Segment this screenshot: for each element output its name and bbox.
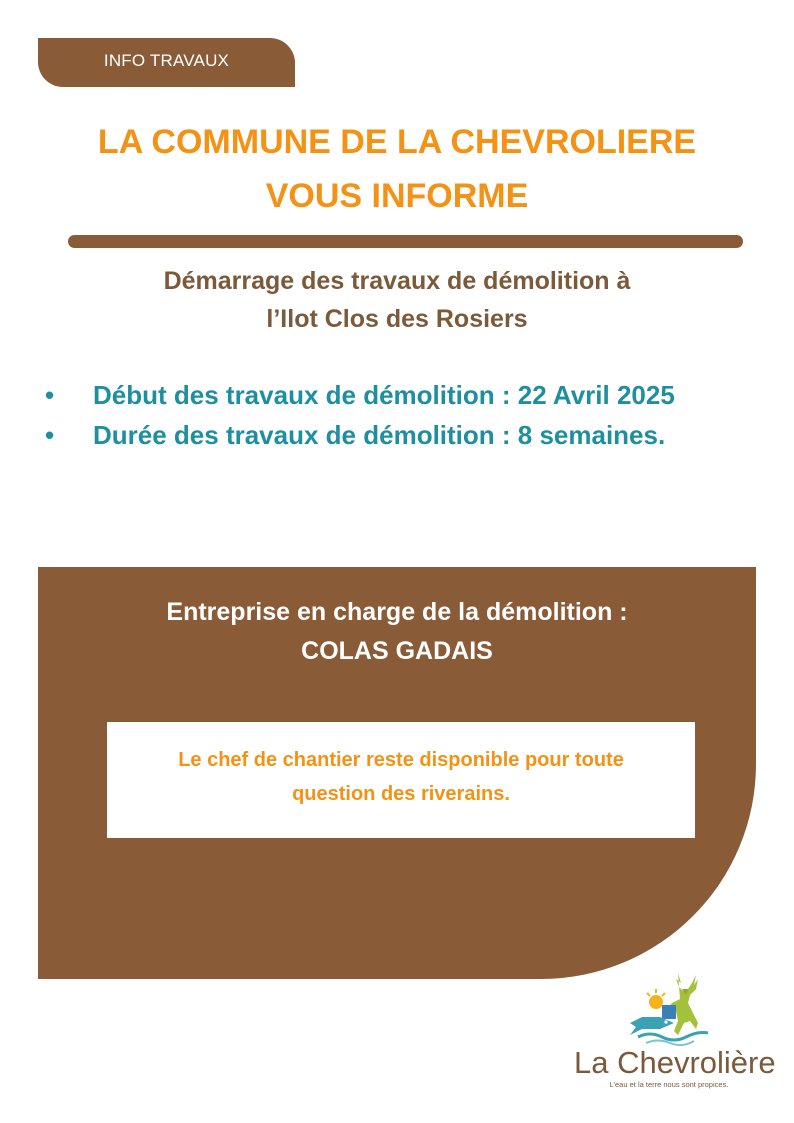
subtitle-line-2: l’Ilot Clos des Rosiers	[266, 305, 528, 333]
list-item-start-date	[45, 375, 755, 415]
logo-name: La Chevrolière	[574, 1045, 776, 1080]
info-travaux-label: INFO TRAVAUX	[103, 51, 230, 70]
page-title-line-1: LA COMMUNE DE LA CHEVROLIERE	[97, 123, 697, 161]
bullet-marker: •	[45, 420, 55, 450]
list-item-duration	[45, 415, 755, 455]
logo-tagline: L’eau et la terre nous sont propices.	[609, 1080, 729, 1089]
page-title	[0, 115, 794, 223]
info-travaux-tag	[38, 38, 295, 87]
start-date-text: Début des travaux de démolition : 22 Avril 2025	[93, 380, 675, 410]
notice-line-2: question des riverains.	[292, 783, 510, 805]
subtitle-line-1: Démarrage des travaux de démolition à	[163, 267, 631, 295]
contractor-panel	[38, 567, 756, 979]
bullet-marker: •	[45, 380, 55, 410]
info-list	[45, 375, 755, 455]
site-manager-notice	[107, 722, 695, 838]
contractor-title-line-1: Entreprise en charge de la démolition :	[166, 598, 628, 626]
contractor-title	[38, 593, 756, 671]
deer-fish-sun-logo-icon	[626, 965, 716, 1047]
la-chevroliere-logo	[574, 965, 776, 1095]
subtitle	[0, 262, 794, 338]
contractor-name: COLAS GADAIS	[301, 637, 493, 665]
notice-line-1: Le chef de chantier reste disponible pour toute	[178, 749, 624, 771]
divider	[68, 235, 743, 248]
page-title-line-2: VOUS INFORME	[265, 177, 529, 215]
duration-text: Durée des travaux de démolition : 8 semaines.	[93, 420, 666, 450]
